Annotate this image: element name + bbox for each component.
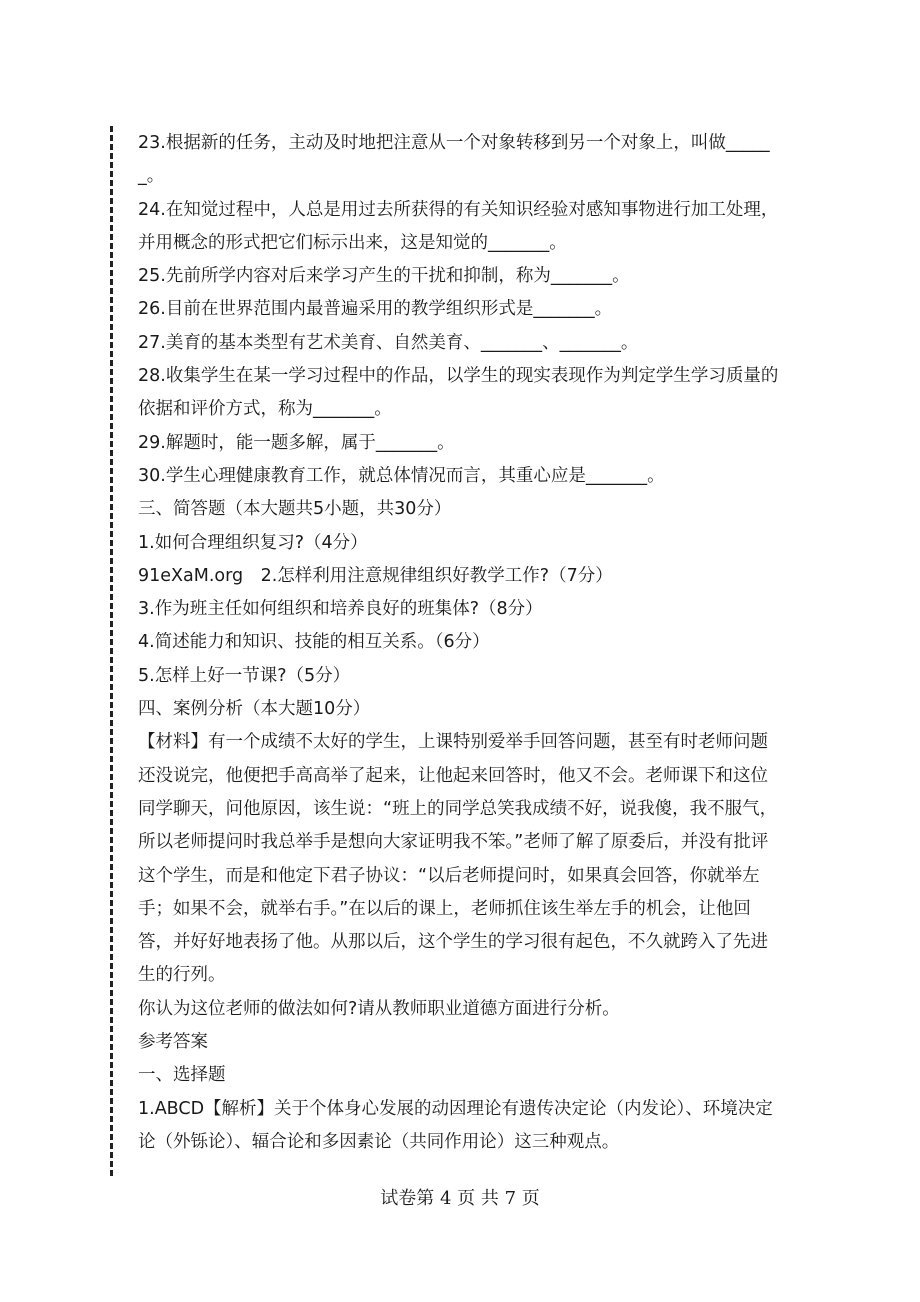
question-26: 26.目前在世界范围内最普遍采用的教学组织形式是_______。	[138, 299, 613, 320]
question-30: 30.学生心理健康教育工作，就总体情况而言，其重心应是_______。	[138, 465, 665, 486]
short-answer-3: 3.作为班主任如何组织和培养良好的班集体?（8分）	[138, 599, 543, 620]
case-material: 【材料】有一个成绩不太好的学生，上课特别爱举手回答问题，甚至有时老师问题还没说完，他便把手高高举了起来，让他起来回答时，他又不会。老师课下和这位同学聊天，问他原因，该生说：“班上的同学总笑我成绩不好，说我傻，我不服气，所以老师提问时我总举手是想向大家证明我不笨。”老师了解了原委后，并没有批评这个学生，而是和他定下君子协议：“以后老师提问时，如果真会回答，你就举左手；如果不会，就举右手。”在以后的课上，老师抓住该生举左手的机会，让他回答，并好好地表扬了他。从那以后，这个学生的学习很有起色，不久就跨入了先进生的行列。	[138, 732, 778, 986]
question-29: 29.解题时，能一题多解，属于_______。	[138, 432, 455, 453]
document-body	[138, 127, 783, 1159]
answer-section-choice: 一、选择题	[138, 1065, 226, 1086]
question-28: 28.收集学生在某一学习过程中的作品，以学生的现实表现作为判定学生学习质量的依据和评价方式，称为_______。	[138, 366, 779, 420]
page-footer: 试卷第 4 页 共 7 页	[380, 1188, 540, 1209]
short-answer-4: 4.简述能力和知识、技能的相互关系。（6分）	[138, 632, 490, 653]
answer-key-heading: 参考答案	[138, 1032, 208, 1053]
binding-margin-line	[110, 126, 113, 1176]
short-answer-1: 1.如何合理组织复习?（4分）	[138, 532, 368, 553]
question-27: 27.美育的基本类型有艺术美育、自然美育、_______、_______。	[138, 332, 639, 353]
short-answer-2: 91eXaM.org 2.怎样利用注意规律组织好教学工作?（7分）	[138, 565, 613, 586]
section-heading-short-answer: 三、简答题（本大题共5小题，共30分）	[138, 499, 452, 520]
case-question: 你认为这位老师的做法如何?请从教师职业道德方面进行分析。	[138, 998, 620, 1019]
section-heading-case-analysis: 四、案例分析（本大题10分）	[138, 699, 371, 720]
question-24: 24.在知觉过程中，人总是用过去所获得的有关知识经验对感知事物进行加工处理，并用概念的形式把它们标示出来，这是知觉的_______。	[138, 199, 779, 253]
short-answer-5: 5.怎样上好一节课?（5分）	[138, 665, 351, 686]
question-25: 25.先前所学内容对后来学习产生的干扰和抑制，称为_______。	[138, 266, 630, 287]
answer-1: 1.ABCD【解析】关于个体身心发展的动因理论有遗传决定论（内发论）、环境决定论（外铄论）、辐合论和多因素论（共同作用论）这三种观点。	[138, 1098, 773, 1152]
question-23: 23.根据新的任务，主动及时地把注意从一个对象转移到另一个对象上，叫做______。	[138, 133, 770, 187]
